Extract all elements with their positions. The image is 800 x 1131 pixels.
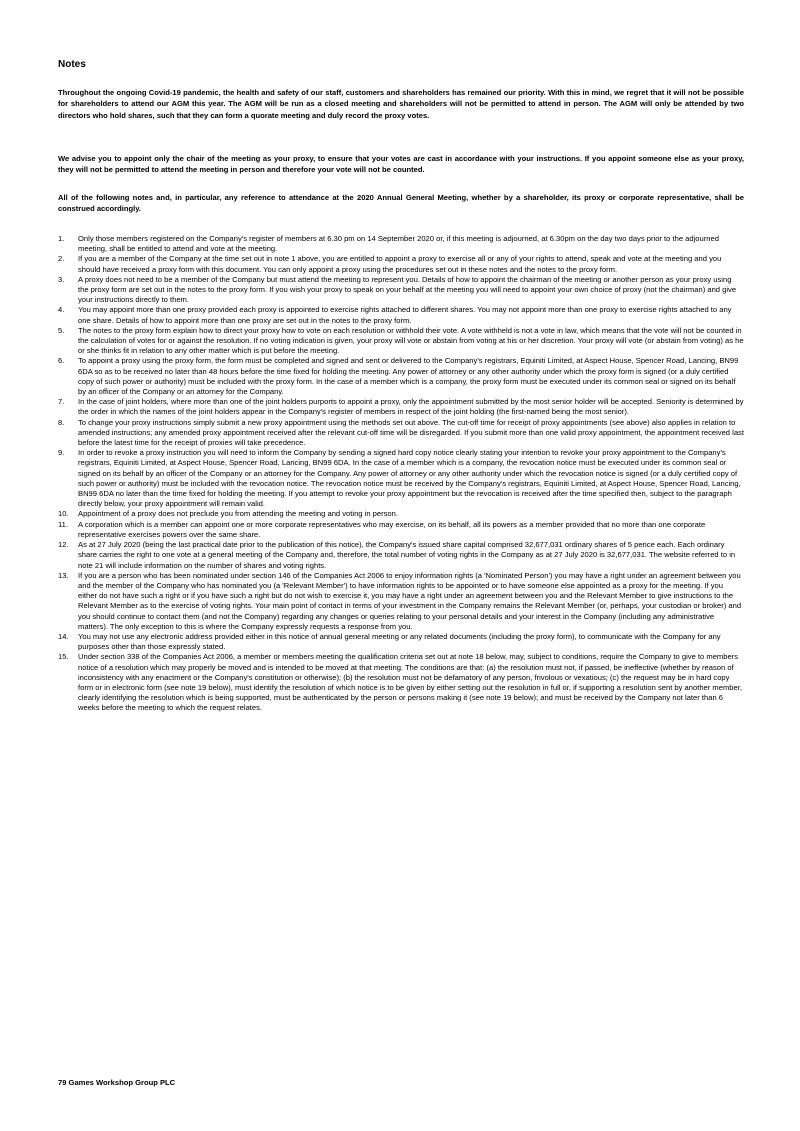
note-text: If you are a member of the Company at the time set out in note 1 above, you are entitled to appoint a proxy to exercise all or any of your rights to attend, speak and vote at the meeting and you should have received a proxy form with this document. You can only appoint a proxy using the procedures set out in these notes and the notes to the proxy form. xyxy=(78,254,722,274)
note-text: If you are a person who has been nominated under section 146 of the Companies Act 2006 to enjoy information rights (a 'Nominated Person') you may have a right under an agreement between you and the member of the Company who has nominated you (a 'Relevant Member') to have information rights to be appointed or to have someone else appointed as a proxy for the meeting. If you either do not have such a right or if you have such a right but do not wish to exercise it, you may have a right under an agreement between you and the Relevant Member to give instructions to the Relevant Member as to the exercise of voting rights. Your main point of contact in terms of your investment in the Company remains the Relevant Member (or, perhaps, your custodian or broker) and you should continue to contact them (and not the Company) regarding any changes or queries relating to your personal details and your interest in the Company (including any administrative matters). The only exception to this is where the Company expressly requests a response from you. xyxy=(78,570,742,631)
note-text: To change your proxy instructions simply submit a new proxy appointment using the methods set out above. The cut-off time for receipt of proxy appointments (see above) also applies in relation to amended instructions; any amended proxy appointment received after the relevant cut-off time will be disregarded. If you submit more than one valid proxy appointment, the appointment received last before the latest time for the receipt of proxies will take precedence. xyxy=(78,417,744,448)
note-text: Appointment of a proxy does not preclude you from attending the meeting and voting in person. xyxy=(78,509,398,519)
notes-list xyxy=(58,234,744,714)
note-item xyxy=(58,356,744,397)
note-text: You may not use any electronic address provided either in this notice of annual general meeting or any related documents (including the proxy form), to communicate with the Company for any purposes other than those expressly stated. xyxy=(78,631,721,652)
page-title: Notes xyxy=(58,59,86,70)
note-item xyxy=(58,520,744,540)
note-item xyxy=(58,632,744,652)
note-item xyxy=(58,275,744,306)
note-item xyxy=(58,448,744,509)
note-item xyxy=(58,652,744,713)
note-item xyxy=(58,254,744,274)
note-number: 15. xyxy=(58,652,69,662)
note-text: To appoint a proxy using the proxy form, the form must be completed and signed and sent or delivered to the Company's registrars, Equiniti Limited, at Aspect House, Spencer Road, Lancing, BN99 6DA so as to be received no later than 48 hours before the time fixed for holding the meeting. Any power of attorney or any other authority under which the proxy form is signed (or a duly certified copy of such power or authority) must be included with the proxy form. In the case of a member which is a company, the proxy form must be executed under its common seal or signed on its behalf by an officer of the Company or an attorney for the Company. xyxy=(78,356,739,397)
note-number: 14. xyxy=(58,631,69,641)
note-number: 1. xyxy=(58,234,65,243)
note-number: 9. xyxy=(58,448,65,458)
note-number: 4. xyxy=(58,305,65,315)
note-number: 7. xyxy=(58,397,65,407)
note-text: Under section 338 of the Companies Act 2006, a member or members meeting the qualification criteria set out at note 18 below, may, subject to conditions, require the Company to give to members notice of a resolution which may properly be moved and is intended to be moved at that meeting. The conditions are that: (a) the resolution must not, if passed, be ineffective (whether by reason of inconsistency with any enactment or the Company's constitution or otherwise); (b) the resolution must not be defamatory of any person, frivolous or vexatious; (c) the request may be in hard copy form or in electronic form (see note 19 below), must identify the resolution of which notice is to be given by either setting out the resolution in full or, if supporting a resolution sent by another member, clearly identifying the resolution which is being supported, must be authenticated by the person or persons making it (see note 19 below); and must be received by the Company not later than 6 weeks before the meeting to which the request relates. xyxy=(78,652,742,713)
note-item xyxy=(58,418,744,449)
note-text: A corporation which is a member can appoint one or more corporate representatives who may exercise, on its behalf, all its powers as a member provided that no more than one corporate representative exercises powers over the same share. xyxy=(78,519,706,539)
note-number: 11. xyxy=(58,519,68,529)
note-number: 5. xyxy=(58,325,65,335)
note-number: 3. xyxy=(58,274,65,284)
note-item xyxy=(58,326,744,357)
note-text: You may appoint more than one proxy provided each proxy is appointed to exercise rights attached to different shares. You may not appoint more than one proxy to exercise rights attached to any one share. Details of how to appoint more than one proxy are set out in the notes to the proxy form. xyxy=(78,305,732,325)
note-number: 6. xyxy=(58,356,65,366)
note-item xyxy=(58,397,744,417)
note-number: 13. xyxy=(58,570,69,580)
note-number: 2. xyxy=(58,254,65,264)
note-item xyxy=(58,305,744,325)
note-text: A proxy does not need to be a member of the Company but must attend the meeting to represent you. Details of how to appoint the chairman of the meeting or another person as your proxy using the proxy form are set out in the notes to the proxy form. If you wish your proxy to speak on your behalf at the meeting you will need to appoint your own choice of proxy (not the chairman) and give your instructions directly to them. xyxy=(78,274,737,305)
intro-paragraph-proxy-advice: We advise you to appoint only the chair of the meeting as your proxy, to ensure that your votes are cast in accordance with your instructions. If you appoint someone else as your proxy, they will not be permitted to attend the meeting in person and therefore your vote will not be counted. xyxy=(58,154,744,175)
intro-paragraph-covid: Throughout the ongoing Covid-19 pandemic, the health and safety of our staff, customers and shareholders has remained our priority. With this in mind, we regret that it will not be possible for shareholders to attend our AGM this year. The AGM will be run as a closed meeting and shareholders will not be permitted to attend in person. The AGM will only be attended by two directors who hold shares, such that they can form a quorate meeting and duly record the proxy votes. xyxy=(58,88,744,120)
note-number: 10. xyxy=(58,509,69,519)
note-item xyxy=(58,509,744,519)
note-text: As at 27 July 2020 (being the last practical date prior to the publication of this notice), the Company's issued share capital comprised 32,677,031 ordinary shares of 5 pence each. Each ordinary share carries the right to one vote at a general meeting of the Company and, therefore, the total number of voting rights in the Company as at 27 July 2020 is 32,677,031. The website referred to in note 21 will include information on the number of shares and voting rights. xyxy=(78,540,736,570)
note-text: Only those members registered on the Company's register of members at 6.30 pm on 14 September 2020 or, if this meeting is adjourned, at 6.30pm on the day two days prior to the adjourned meeting, shall be entitled to attend and vote at the meeting. xyxy=(78,234,719,254)
page-footer: 79 Games Workshop Group PLC xyxy=(58,1078,176,1087)
note-text: The notes to the proxy form explain how to direct your proxy how to vote on each resolution or withhold their vote. A vote withheld is not a vote in law, which means that the vote will not be counted in the calculation of votes for or against the resolution. If no voting indication is given, your proxy will vote or abstain from voting at his or her discretion. Your proxy will vote (or abstain from voting) as he or she thinks fit in relation to any other matter which is put before the meeting. xyxy=(78,325,744,356)
note-item xyxy=(58,540,744,571)
note-number: 12. xyxy=(58,540,69,550)
note-text: In order to revoke a proxy instruction you will need to inform the Company by sending a signed hard copy notice clearly stating your intention to revoke your proxy appointment to the Company's registrars, Equiniti Limited, at Aspect House, Spencer Road, Lancing, BN99 6DA. In the case of a member which is a company, the revocation notice must be executed under its common seal or signed on its behalf by an officer of the Company or an attorney for the Company. Any power of attorney or any other authority under which the revocation notice is signed (or a duly certified copy of such power or authority) must be included with the revocation notice. The revocation notice must be received by the Company's registrars, Equiniti Limited, at Aspect House, Spencer Road, Lancing, BN99 6DA no later than the time fixed for holding the meeting. If you attempt to revoke your proxy appointment but the revocation is received after the time specified then, subject to the paragraph directly below, your proxy appointment will remain valid. xyxy=(78,448,741,509)
note-item xyxy=(58,234,744,254)
intro-paragraph-construal: All of the following notes and, in particular, any reference to attendance at the 2020 Annual General Meeting, whether by a shareholder, its proxy or corporate representative, shall be construed accordingly. xyxy=(58,193,744,214)
note-number: 8. xyxy=(58,417,65,427)
note-text: In the case of joint holders, where more than one of the joint holders purports to appoint a proxy, only the appointment submitted by the most senior holder will be accepted. Seniority is determined by the order in which the names of the joint holders appear in the Company's register of members in respect of the joint holding (the first-named being the most senior). xyxy=(78,397,744,417)
note-item xyxy=(58,571,744,632)
